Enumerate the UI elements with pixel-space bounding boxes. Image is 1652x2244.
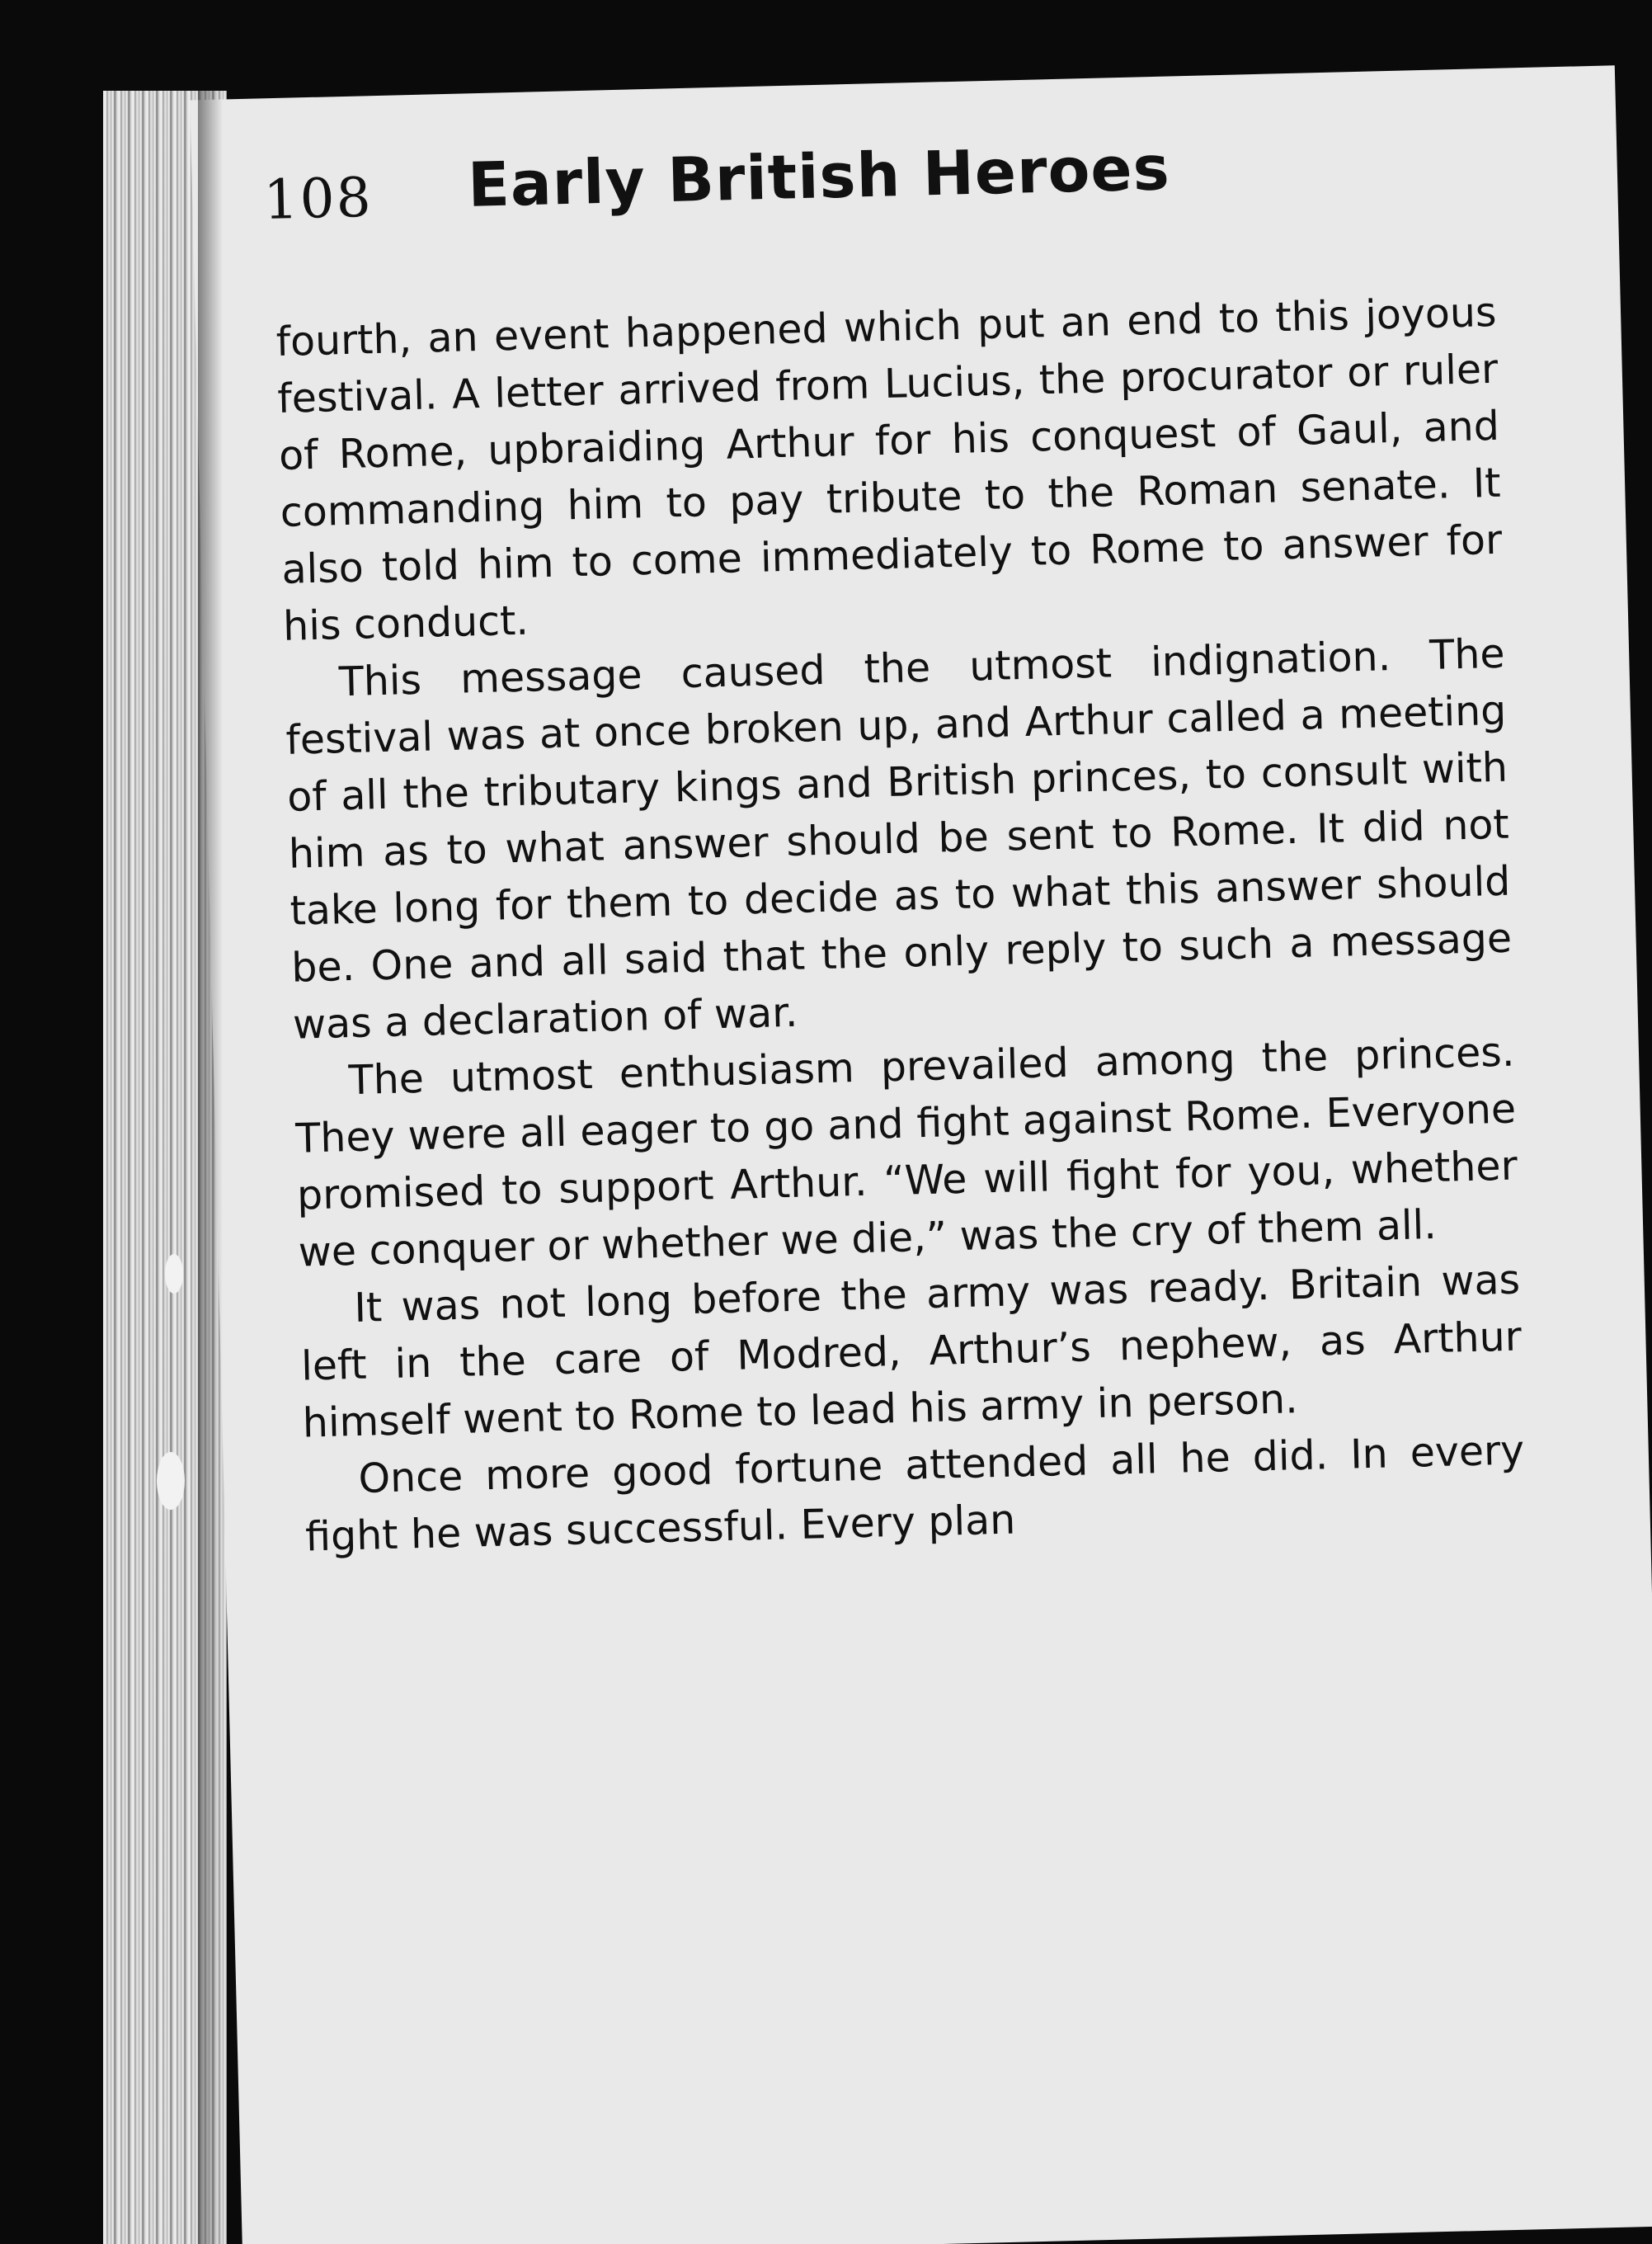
paragraph: This message caused the utmost indignation. The festival was at once broken up, and Arthur called a meeting of all the tributary kings and British princes, to consult with him as to what answer should be sent to Rome. It did not take long for them to decide as to what this answer should be. One and all said that the only reply to such a message was a declaration of war. [285, 629, 1513, 1049]
paragraph: The utmost enthusiasm prevailed among the princes. They were all eager to go and fight against Rome. Everyone promised to support Arthur. “We will fight for you, whether we conquer or whether we die,” was the cry of them all. [294, 1028, 1518, 1276]
page-number: 108 [262, 165, 374, 232]
edge-blemish [157, 1452, 185, 1510]
running-title: Early British Heroes [467, 133, 1171, 221]
paragraph: It was not long before the army was ready. Britain was left in the care of Modred, Arthur’s nephew, as Arthur himself went to Rome to lead his army in person. [300, 1256, 1523, 1447]
edge-blemish [165, 1254, 183, 1294]
gutter-shadow [198, 91, 223, 2244]
body-text [275, 284, 1527, 1566]
paragraph: Once more good fortune attended all he did. In every fight he was successful. Every plan [304, 1426, 1525, 1561]
paragraph: fourth, an event happened which put an end to this joyous festival. A letter arrived from Lucius, the procurator or ruler of Rome, upbraiding Arthur for his conquest of Gaul, and commanding him to pay tribute to the Roman senate. It also told him to come immediately to Rome to answer for his conduct. [275, 288, 1503, 650]
